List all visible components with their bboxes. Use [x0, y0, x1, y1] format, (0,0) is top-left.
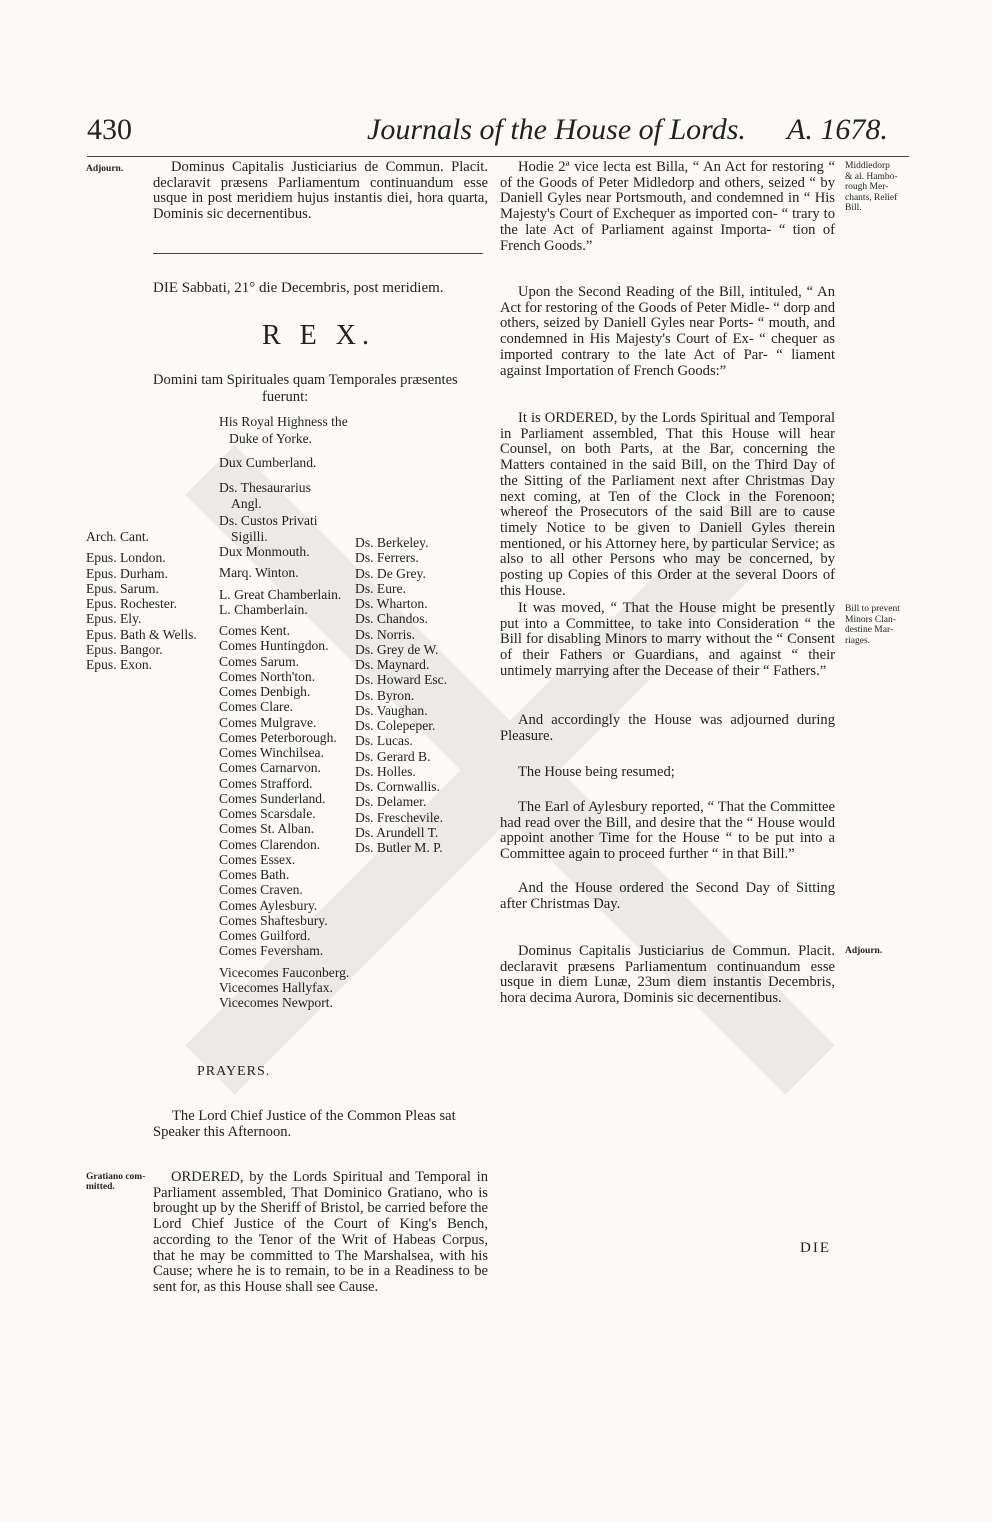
- name-entry: Sigilli.: [231, 529, 268, 544]
- lord-entry: L. Chamberlain.: [219, 601, 308, 617]
- lord-entry: Ds. Colepeper.: [355, 718, 436, 733]
- bishop-entry: Epus. Bath & Wells.: [86, 626, 197, 642]
- present-top-list: [219, 414, 348, 546]
- lord-entry: Ds. Grey de W.: [355, 641, 439, 657]
- lord-entry: Ds. Chandos.: [355, 611, 428, 627]
- margin-note-adjourn-right: Adjourn.: [845, 946, 883, 956]
- lord-entry: Ds. De Grey.: [355, 565, 426, 581]
- lord-entry: Comes North'ton.: [219, 668, 316, 684]
- lord-entry: Ds. Holles.: [355, 763, 416, 779]
- speaker-line: The Lord Chief Justice of the Common Pleas sat: [172, 1108, 456, 1124]
- lord-entry: Dux Monmouth.: [219, 544, 310, 559]
- lords-list-2: [355, 535, 447, 855]
- lord-entry: Comes Sunderland.: [219, 790, 326, 806]
- hodie-paragraph: Hodie 2ª vice lecta est Billa, “ An Act for restoring “ of the Goods of Peter Midledorp and others, seized “ by Daniell Gyles near Portsmouth, and condemned in “ His Majesty's Court of Exchequer as imported con- “ trary to the late Act of Parliament against Importa- “ tion of French Goods.”: [500, 159, 835, 254]
- lord-entry: Comes Bath.: [219, 867, 290, 882]
- lord-entry: Comes Feversham.: [219, 943, 324, 959]
- margin-line: Middledorp: [845, 161, 890, 171]
- lord-entry: Ds. Gerard B.: [355, 748, 431, 764]
- speaker-line-2: Speaker this Afternoon.: [153, 1124, 292, 1140]
- lord-entry: Comes Sarum.: [219, 653, 300, 669]
- bishop-entry: Epus. Durham.: [86, 565, 168, 581]
- bishop-entry: Epus. Rochester.: [86, 596, 177, 611]
- lord-entry: Ds. Cornwallis.: [355, 779, 440, 794]
- lord-entry: Comes Huntingdon.: [219, 638, 329, 654]
- page-number: 430: [87, 113, 132, 146]
- domini-heading: Domini tam Spirituales quam Temporales præsentes: [153, 372, 458, 388]
- bishop-entry: Epus. Ely.: [86, 611, 142, 627]
- lord-entry: Comes Clare.: [219, 699, 293, 715]
- lord-entry: Ds. Vaughan.: [355, 702, 428, 718]
- margin-note-minors: [845, 604, 915, 646]
- lord-entry: Comes Strafford.: [219, 775, 313, 791]
- lord-entry: Comes Essex.: [219, 851, 296, 867]
- bishop-entry: Epus. Exon.: [86, 657, 153, 672]
- lord-entry: Vicecomes Fauconberg.: [219, 964, 350, 980]
- lord-entry: Ds. Lucas.: [355, 733, 413, 749]
- margin-note-middledorp: [845, 161, 915, 214]
- adjourn-paragraph: Dominus Capitalis Justiciarius de Commun. Placit. declaravit præsens Parliamentum continuandum esse usque in post meridiem hujus instantis diei, hora quarta, Dominis sic decernentibus.: [153, 159, 488, 223]
- catchword: DIE: [800, 1240, 831, 1256]
- margin-note-adjourn: Adjourn.: [86, 164, 124, 174]
- lord-entry: Marq. Winton.: [219, 565, 299, 581]
- lord-entry: Ds. Eure.: [355, 580, 406, 596]
- lord-entry: Ds. Maynard.: [355, 657, 430, 672]
- lord-entry: Ds. Freschevile.: [355, 809, 443, 825]
- lord-entry: Ds. Norris.: [355, 626, 416, 642]
- name-entry: Ds. Thesaurarius: [219, 479, 311, 495]
- earl-paragraph: The Earl of Aylesbury reported, “ That the Committee had read over the Bill, and desire that the “ House would appoint another Time for the House “ to be put into a Committee again to proceed further “ in that Bill.”: [500, 799, 835, 863]
- margin-note-gratiano-2: mitted.: [86, 1182, 115, 1192]
- lord-entry: Comes St. Alban.: [219, 821, 315, 837]
- lord-entry: Comes Carnarvon.: [219, 760, 321, 776]
- lord-entry: L. Great Chamberlain.: [219, 586, 342, 602]
- margin-line: destine Mar-: [845, 625, 894, 635]
- lord-entry: Ds. Wharton.: [355, 596, 428, 611]
- margin-line: Minors Clan-: [845, 614, 896, 625]
- lord-entry: Comes Aylesbury.: [219, 897, 318, 913]
- bishop-entry: Epus. Bangor.: [86, 641, 163, 657]
- lord-entry: Ds. Ferrers.: [355, 550, 419, 566]
- lord-entry: Ds. Delamer.: [355, 794, 427, 810]
- margin-note-gratiano: Gratiano com-: [86, 1172, 146, 1182]
- name-entry: His Royal Highness the: [219, 414, 348, 429]
- name-entry: Angl.: [231, 496, 262, 511]
- margin-line: Bill to prevent: [845, 604, 900, 614]
- rex-heading: R E X.: [262, 320, 375, 351]
- lord-entry: Comes Denbigh.: [219, 684, 311, 699]
- lord-entry: Comes Guilford.: [219, 928, 311, 943]
- margin-line: rough Mer-: [845, 182, 889, 192]
- lord-entry: Comes Peterborough.: [219, 729, 337, 745]
- margin-line: & al. Hambo-: [845, 171, 898, 182]
- date-heading: DIE Sabbati, 21° die Decembris, post meridiem.: [153, 280, 444, 296]
- bishop-entry: Epus. Sarum.: [86, 580, 159, 596]
- lord-entry: Comes Craven.: [219, 882, 303, 898]
- margin-line: Bill.: [845, 203, 862, 213]
- bishops-list: [86, 529, 197, 672]
- second-day-paragraph: And the House ordered the Second Day of Sitting after Christmas Day.: [500, 880, 835, 912]
- lord-entry: Ds. Arundell T.: [355, 824, 439, 840]
- bishop-entry: Epus. London.: [86, 550, 166, 566]
- lord-entry: Ds. Berkeley.: [355, 535, 429, 550]
- lord-entry: Comes Clarendon.: [219, 836, 321, 852]
- name-entry: Ds. Custos Privati: [219, 512, 318, 528]
- lord-entry: Comes Winchilsea.: [219, 745, 324, 760]
- lord-entry: Vicecomes Hallyfax.: [219, 979, 333, 995]
- domini-heading-2: fuerunt:: [262, 389, 309, 405]
- gratiano-paragraph: ORDERED, by the Lords Spiritual and Temporal in Parliament assembled, That Dominico Gratiano, who is brought up by the Sheriff of Bristol, be carried before the Lord Chief Justice of the Court of King's Bench, according to the Tenor of the Writ of Habeas Corpus, that he may be committed to The Marshalsea, with his Cause; where he is to remain, to be in a Readiness to be sent for, as this House shall see Cause.: [153, 1169, 488, 1295]
- lord-entry: Comes Kent.: [219, 623, 290, 638]
- lord-entry: Ds. Butler M. P.: [355, 840, 443, 855]
- header-rule: [87, 156, 909, 157]
- page-title: Journals of the House of Lords.: [367, 113, 746, 146]
- bishop-entry: Arch. Cant.: [86, 529, 150, 544]
- resumed-paragraph: The House being resumed;: [518, 764, 675, 780]
- page-year: A. 1678.: [787, 113, 888, 146]
- name-entry: Duke of Yorke.: [229, 430, 313, 446]
- ordered-paragraph: It is ORDERED, by the Lords Spiritual and Temporal in Parliament assembled, That this House will hear Counsel, on both Parts, at the Bar, concerning the Matters contained in the said Bill, on the Third Day of the Sitting of the Parliament next after Christmas Day next coming, at Ten of the Clock in the Forenoon; whereof the Prosecutors of the said Bill are to cause timely Notice to be given to Daniell Gyles therein mentioned, or his Attorney here, by particular Service; as also to all other Persons who may be concerned, by posting up Copies of this Order at the several Doors of this House.: [500, 410, 835, 599]
- lords-list-1: [219, 544, 349, 1010]
- name-entry: Dux Cumberland.: [219, 455, 317, 470]
- lord-entry: Ds. Howard Esc.: [355, 672, 448, 688]
- prayers-heading: PRAYERS.: [197, 1064, 271, 1079]
- upon-paragraph: Upon the Second Reading of the Bill, intituled, “ An Act for restoring of the Goods of Peter Midle- “ dorp and others, seized by Daniell Gyles near Ports- “ mouth, and condemned in His Majesty's Court of Ex- “ chequer as imported contrary to the late Act of Par- “ liament against Importation of French Goods:”: [500, 284, 835, 379]
- lord-entry: Comes Shaftesbury.: [219, 912, 328, 928]
- lord-entry: Comes Scarsdale.: [219, 806, 316, 821]
- adjourn-paragraph-right: Dominus Capitalis Justiciarius de Commun. Placit. declaravit præsens Parliamentum continuandum esse usque in diem Lunæ, 23um diem instantis Decembris, hora decima Aurora, Dominis sic decernentibus.: [500, 943, 835, 1007]
- lord-entry: Ds. Byron.: [355, 687, 415, 703]
- lord-entry: Vicecomes Newport.: [219, 995, 333, 1010]
- lord-entry: Comes Mulgrave.: [219, 714, 317, 730]
- section-rule: [153, 253, 483, 254]
- moved-paragraph: It was moved, “ That the House might be presently put into a Committee, to take into Consideration “ the Bill for disabling Minors to marry without the “ Consent of their Fathers or Guardians, and against “ their untimely marrying after the Decease of their “ Fathers.”: [500, 600, 835, 679]
- accordingly-paragraph: And accordingly the House was adjourned during Pleasure.: [500, 712, 835, 744]
- margin-line: chants, Relief: [845, 192, 898, 203]
- margin-line: riages.: [845, 635, 871, 646]
